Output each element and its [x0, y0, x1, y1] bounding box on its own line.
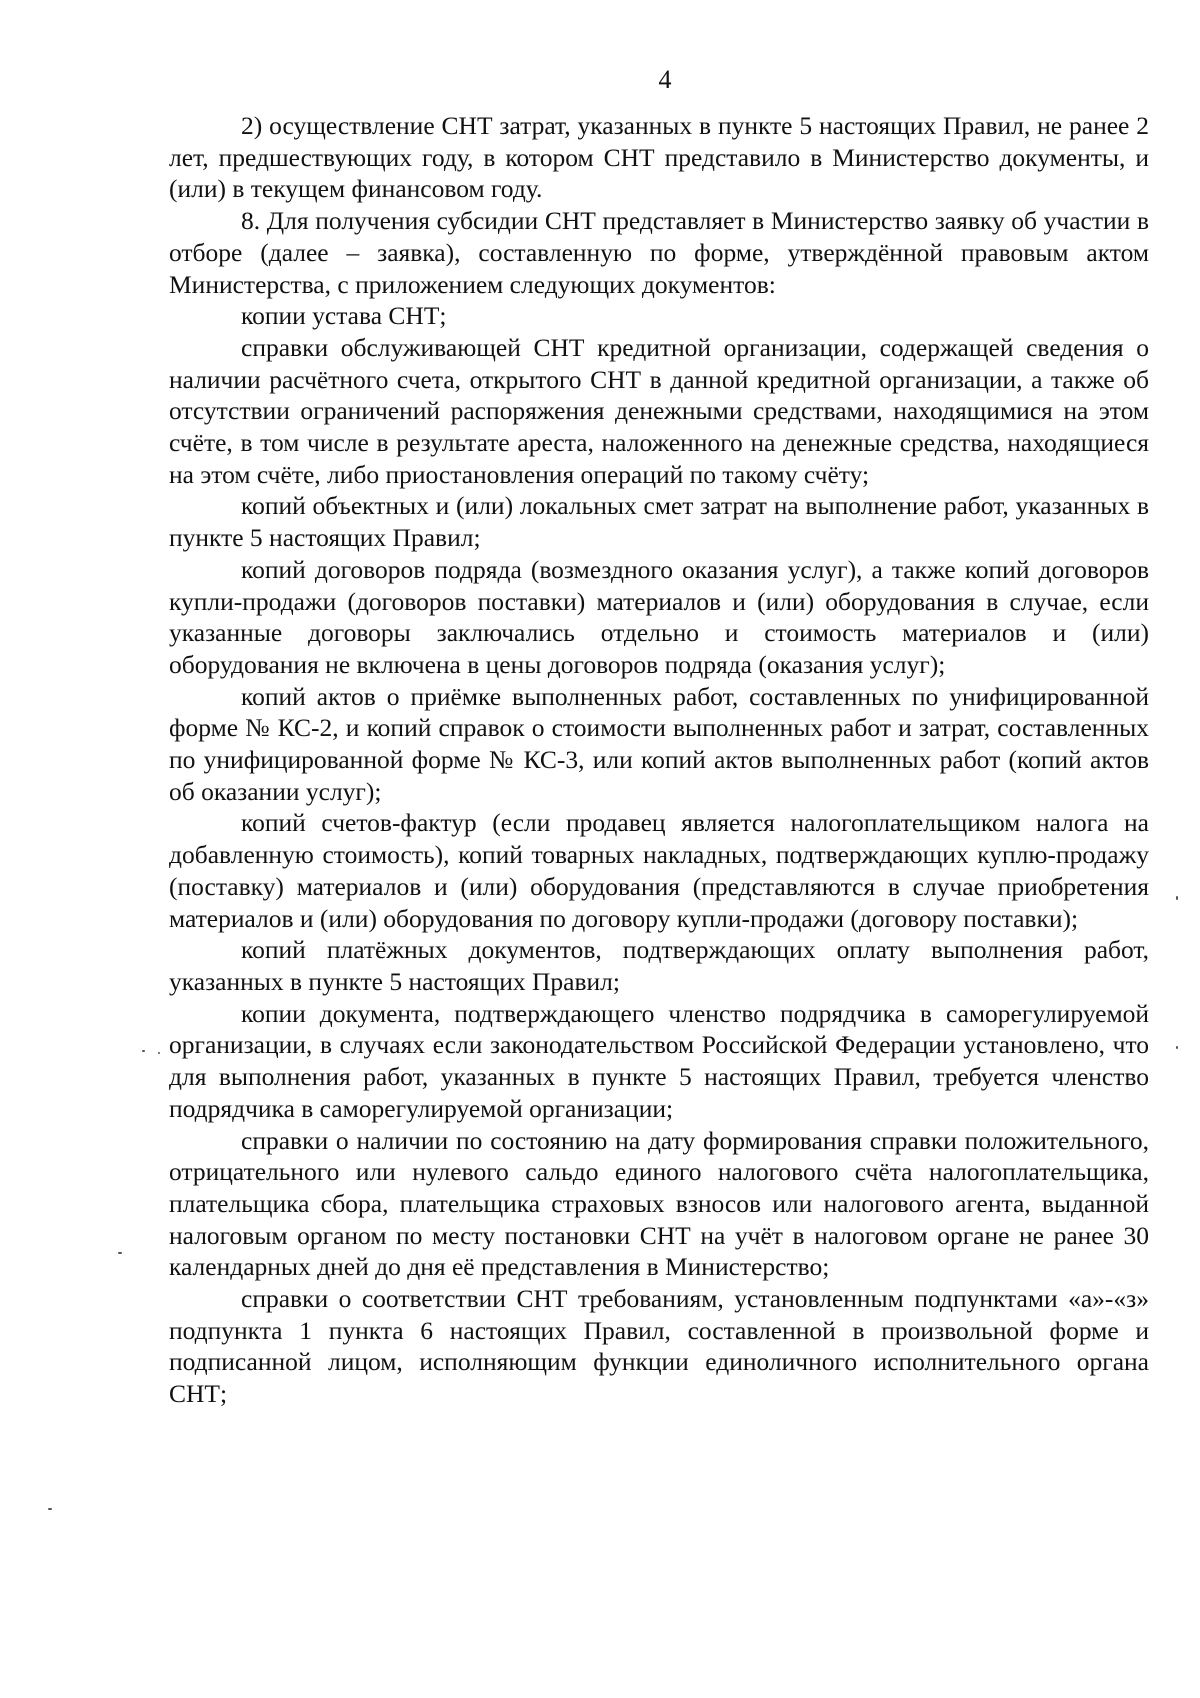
paragraph-subitem-2: 2) осуществление СНТ затрат, указанных в пункте 5 настоящих Правил, не ранее 2 лет, предшествующих году, в котором СНТ представило в Министерство документы, и (или) в текущем финансовом году.	[169, 111, 1149, 204]
paragraph-compliance-certificate: справки о соответствии СНТ требованиям, установленным подпунктами «а»-«з» подпункта 1 пункта 6 настоящих Правил, составленной в произвольной форме и подписанной лицом, исполняющим функции единоличного исполнительного органа СНТ;	[169, 1284, 1149, 1409]
paragraph-cost-estimates: копий объектных и (или) локальных смет затрат на выполнение работ, указанных в пункте 5 настоящих Правил;	[169, 491, 1149, 553]
scan-speck	[118, 1252, 122, 1254]
paragraph-section-8: 8. Для получения субсидии СНТ представляет в Министерство заявку об участии в отборе (далее – заявка), составленную по форме, утверждённой правовым актом Министерства, с приложением следующих документов:	[169, 206, 1149, 299]
scan-speck	[48, 1508, 52, 1510]
paragraph-invoices: копий счетов-фактур (если продавец является налогоплательщиком налога на добавленную стоимость), копий товарных накладных, подтверждающих куплю-продажу (поставку) материалов и (или) оборудования (представляются в случае приобретения материалов и (или) оборудования по договору купли-продажи (договору поставки);	[169, 808, 1149, 933]
scan-speck	[1176, 1046, 1178, 1049]
scan-speck	[1176, 896, 1178, 900]
paragraph-tax-certificate: справки о наличии по состоянию на дату формирования справки положительного, отрицательного или нулевого сальдо единого налогового счёта налогоплательщика, плательщика сбора, плательщика страховых взносов или налогового агента, выданной налоговым органом по месту постановки СНТ на учёт в налоговом органе не ранее 30 календарных дней до дня её представления в Министерство;	[169, 1125, 1149, 1282]
paragraph-charter-copy: копии устава СНТ;	[241, 301, 447, 331]
paragraph-acceptance-acts: копий актов о приёмке выполненных работ, составленных по унифицированной форме № КС-2, и копий справок о стоимости выполненных работ и затрат, составленных по унифицированной форме № КС-3, или копий актов выполненных работ (копий актов об оказании услуг);	[169, 681, 1149, 806]
page-number: 4	[658, 65, 672, 94]
paragraph-payment-documents: копий платёжных документов, подтверждающих оплату выполнения работ, указанных в пункте 5 настоящих Правил;	[169, 935, 1149, 996]
paragraph-bank-certificate: справки обслуживающей СНТ кредитной организации, содержащей сведения о наличии расчётного счета, открытого СНТ в данной кредитной организации, а также об отсутствии ограничений распоряжения денежными средствами, находящимися на этом счёте, в том числе в результате ареста, наложенного на денежные средства, находящиеся на этом счёте, либо приостановления операций по такому счёту;	[169, 332, 1149, 489]
scan-speck	[158, 1052, 160, 1054]
scan-speck	[142, 1050, 145, 1052]
document-body	[169, 110, 1149, 1410]
paragraph-contracts: копий договоров подряда (возмездного оказания услуг), а также копий договоров купли-продажи (договоров поставки) материалов и (или) оборудования в случае, если указанные договоры заключались отдельно и стоимость материалов и (или) оборудования не включена в цены договоров подряда (оказания услуг);	[169, 554, 1149, 679]
paragraph-sro-membership: копии документа, подтверждающего членство подрядчика в саморегулируемой организации, в случаях если законодательством Российской Федерации установлено, что для выполнения работ, указанных в пункте 5 настоящих Правил, требуется членство подрядчика в саморегулируемой организации;	[169, 998, 1149, 1123]
